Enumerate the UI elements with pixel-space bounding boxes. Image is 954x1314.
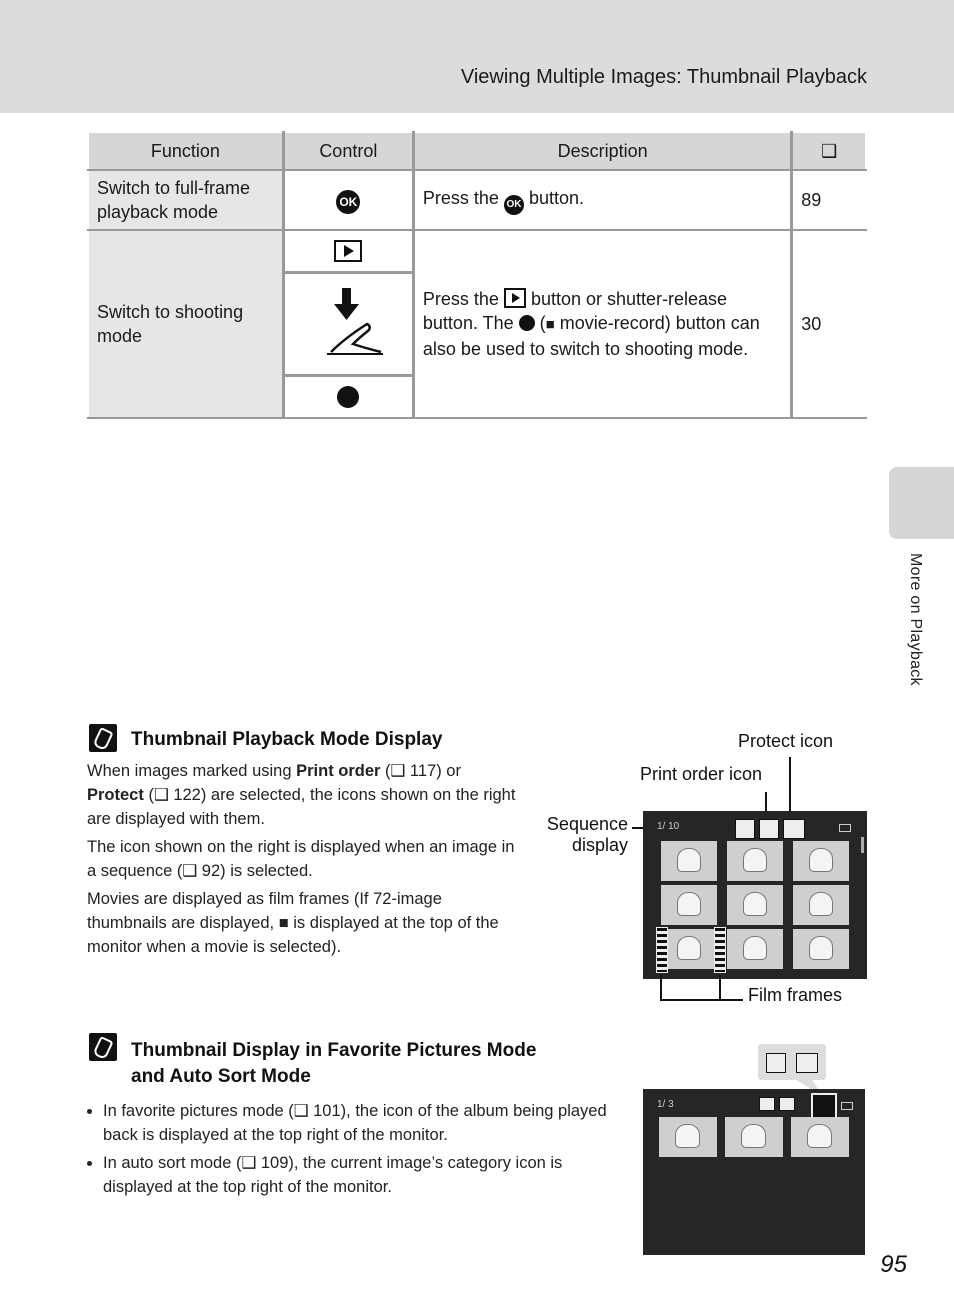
thumbnail[interactable] xyxy=(661,841,717,881)
favorite-mode-monitor xyxy=(643,1089,865,1255)
protect-leader-line xyxy=(789,757,791,819)
movie-camera-icon: ■ xyxy=(278,914,289,932)
note1-paragraph-2: The icon shown on the right is displayed when an image in a sequence (❑ 92) is selected. xyxy=(87,838,515,880)
sequence-display-label: Sequence display xyxy=(546,814,628,855)
note-pencil-icon xyxy=(89,724,117,752)
shutter-press-icon xyxy=(285,274,411,374)
album-category-icon xyxy=(796,1053,818,1073)
page-header-title: Viewing Multiple Images: Thumbnail Playback xyxy=(460,66,867,88)
battery-icon xyxy=(841,1102,853,1110)
thumbnail-monitor xyxy=(643,811,867,979)
header-band xyxy=(0,0,954,113)
row2-reference: 30 xyxy=(792,230,866,418)
playback-button-icon xyxy=(504,288,526,308)
playback-control xyxy=(285,231,412,274)
thumbnail[interactable] xyxy=(727,841,783,881)
portrait-category-icon xyxy=(766,1053,786,1073)
row2-description: Press the button or shutter-release button. The (■ movie-record) button can also be used to switch to shooting mode. xyxy=(413,230,791,418)
thumbnail[interactable] xyxy=(793,841,849,881)
row1-description: Press the OK button. xyxy=(413,170,791,230)
row1-reference: 89 xyxy=(792,170,866,230)
row2-controls xyxy=(283,230,413,418)
print-order-icon xyxy=(759,1097,775,1111)
note1-paragraph-3: Movies are displayed as film frames (If 72-image thumbnails are displayed, ■ is displayed at the top of the monitor when a movie is selected). xyxy=(87,890,499,956)
note-pencil-icon xyxy=(89,1033,117,1061)
protect-icon-label: Protect icon xyxy=(738,731,834,751)
thumbnail[interactable] xyxy=(727,885,783,925)
list-item: • In favorite pictures mode (❑ 101), the icon of the album being played back is displayed at the top right of the monitor. xyxy=(103,1099,607,1147)
col-header-description: Description xyxy=(413,132,791,170)
thumbnail[interactable] xyxy=(791,1117,849,1157)
sequence-icon xyxy=(735,819,755,839)
page-number: 95 xyxy=(880,1251,907,1278)
film-frames-label: Film frames xyxy=(748,985,842,1005)
protect-icon xyxy=(783,819,805,839)
film-leader-line xyxy=(660,975,662,1001)
thumbnail[interactable] xyxy=(725,1117,783,1157)
col-header-control: Control xyxy=(283,132,413,170)
thumbnail[interactable] xyxy=(661,929,717,969)
movie-camera-icon: ■ xyxy=(545,316,555,333)
film-frame-right xyxy=(714,927,726,973)
frame-counter: 1/ 10 xyxy=(657,821,680,832)
note2-body xyxy=(87,1099,607,1203)
note2-bullets xyxy=(87,1099,607,1199)
movie-record-button-icon xyxy=(519,315,535,331)
note1-body xyxy=(87,759,517,963)
movie-record-button-icon xyxy=(337,386,359,408)
col-header-function: Function xyxy=(88,132,283,170)
film-leader-line xyxy=(719,975,721,1001)
row1-function: Switch to full-frame playback mode xyxy=(88,170,283,230)
note1-title: Thumbnail Playback Mode Display xyxy=(131,729,443,750)
category-icon-callout xyxy=(758,1044,826,1080)
scrollbar[interactable] xyxy=(861,837,864,853)
section-tab xyxy=(889,467,954,539)
ok-button-icon: OK xyxy=(336,190,360,214)
thumbnail[interactable] xyxy=(793,885,849,925)
section-tab-label: More on Playback xyxy=(907,553,924,686)
category-icon xyxy=(811,1093,837,1119)
print-order-icon xyxy=(759,819,779,839)
note1-paragraph-1: When images marked using Print order (❑ 117) or Protect (❑ 122) are selected, the icons shown on the right are displayed with them. xyxy=(87,762,516,828)
row2-function: Switch to shooting mode xyxy=(88,230,283,418)
print-order-icon-label: Print order icon xyxy=(640,764,763,784)
list-item: • In auto sort mode (❑ 109), the current image’s category icon is displayed at the top right of the monitor. xyxy=(103,1151,607,1199)
film-frame-left xyxy=(656,927,668,973)
frame-counter: 1/ 3 xyxy=(657,1099,674,1110)
thumbnail[interactable] xyxy=(793,929,849,969)
thumbnail[interactable] xyxy=(659,1117,717,1157)
protect-icon xyxy=(779,1097,795,1111)
playback-button-icon xyxy=(334,240,362,262)
shutter-control xyxy=(285,274,412,377)
row1-control xyxy=(283,170,413,230)
film-leader-line xyxy=(660,999,743,1001)
thumbnail[interactable] xyxy=(727,929,783,969)
note2-title: Thumbnail Display in Favorite Pictures Mode and Auto Sort Mode xyxy=(131,1040,537,1087)
thumbnail[interactable] xyxy=(661,885,717,925)
battery-icon xyxy=(839,824,851,832)
ok-button-icon: OK xyxy=(504,195,524,215)
col-header-reference-icon: ❑ xyxy=(792,132,866,170)
function-table xyxy=(87,131,867,419)
movie-record-control xyxy=(285,377,412,417)
